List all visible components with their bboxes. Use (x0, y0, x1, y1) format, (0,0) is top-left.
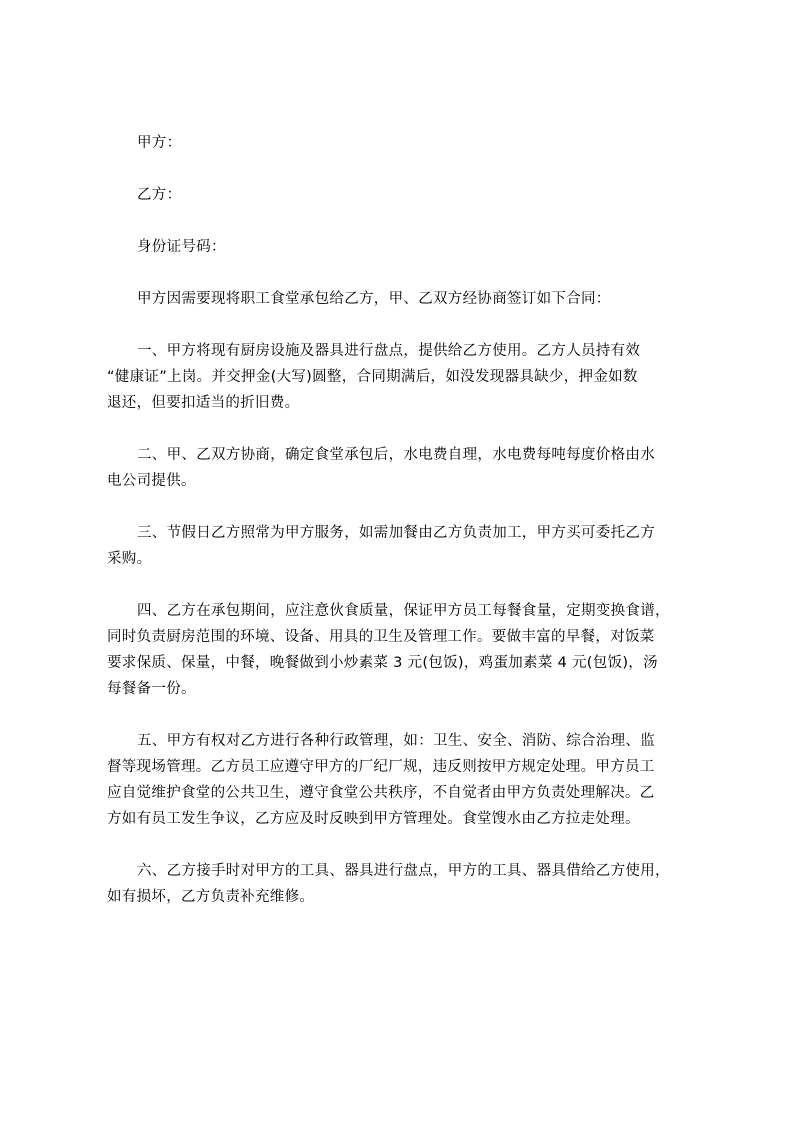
clause-line: 采购。 (107, 551, 152, 567)
clause-line: 同时负责厨房范围的环境、设备、用具的卫生及管理工作。要做丰富的早餐，对饭菜 (107, 629, 655, 645)
party-a-field: 甲方： (137, 135, 182, 151)
clause-line: 督等现场管理。乙方员工应遵守甲方的厂纪厂规，违反则按甲方规定处理。甲方员工 (107, 759, 655, 775)
clause-6 (107, 858, 707, 910)
clause-line: 二、甲、乙双方协商，确定食堂承包后，水电费自理，水电费每吨每度价格由水 (137, 447, 655, 463)
clause-2 (107, 442, 707, 494)
clause-line: 如有损坏，乙方负责补充维修。 (107, 889, 315, 905)
clause-line: 六、乙方接手时对甲方的工具、器具进行盘点，甲方的工具、器具借给乙方使用， (137, 863, 670, 879)
clause-line: 一、甲方将现有厨房设施及器具进行盘点，提供给乙方使用。乙方人员持有效 (137, 343, 641, 359)
clause-line: 方如有员工发生争议，乙方应及时反映到甲方管理处。食堂馊水由乙方拉走处理。 (107, 811, 640, 827)
clause-5 (107, 728, 707, 832)
clause-line: 电公司提供。 (107, 473, 196, 489)
clause-line: 应自觉维护食堂的公共卫生，遵守食堂公共秩序，不自觉者由甲方负责处理解决。乙 (107, 785, 655, 801)
clause-line: 三、节假日乙方照常为甲方服务，如需加餐由乙方负责加工，甲方买可委托乙方 (137, 525, 655, 541)
clause-line: 五、甲方有权对乙方进行各种行政管理，如：卫生、安全、消防、综合治理、监 (137, 733, 655, 749)
clause-4 (107, 598, 707, 702)
clause-1 (107, 338, 707, 416)
contract-intro: 甲方因需要现将职工食堂承包给乙方，甲、乙双方经协商签订如下合同： (137, 291, 611, 307)
clause-line: 要求保质、保量，中餐，晚餐做到小炒素菜 3 元(包饭)，鸡蛋加素菜 4 元(包饭)，汤 (107, 655, 658, 671)
clause-line: “健康证”上岗。并交押金(大写)圆整，合同期满后，如没发现器具缺少，押金如数 (107, 369, 638, 385)
party-b-field: 乙方： (137, 187, 182, 203)
clause-line: 退还，但要扣适当的折旧费。 (107, 395, 300, 411)
id-number-field: 身份证号码： (137, 239, 226, 255)
clause-line: 四、乙方在承包期间，应注意伙食质量，保证甲方员工每餐食量，定期变换食谱， (137, 603, 670, 619)
clause-3 (107, 520, 707, 572)
contract-body (107, 130, 707, 910)
clause-line: 每餐备一份。 (107, 681, 196, 697)
